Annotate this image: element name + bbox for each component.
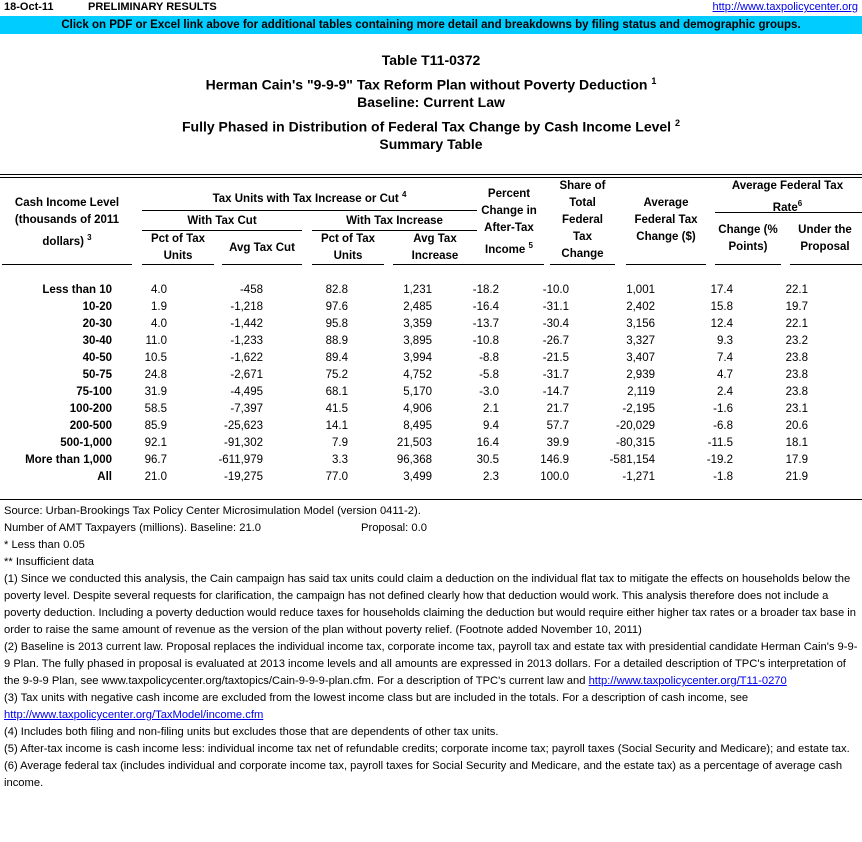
cell-value: -458	[239, 283, 263, 296]
col-group-tax-units: Tax Units with Tax Increase or Cut $^4$	[212, 190, 407, 205]
cell-value: -611,979	[218, 453, 263, 466]
table-row	[0, 468, 808, 485]
cell-value: 3,359	[403, 317, 432, 330]
cell-value: 23.8	[785, 351, 808, 364]
cell-value: 3,994	[403, 351, 432, 364]
table-row	[0, 298, 808, 315]
cell-value: 146.9	[540, 453, 569, 466]
cell-value: 100.0	[540, 470, 569, 483]
tpc-link[interactable]: http://www.taxpolicycenter.org	[712, 1, 858, 13]
table-title: Herman Cain's "9-9-9" Tax Reform Plan without Poverty Deduction $^1$	[205, 76, 657, 93]
notes-section	[4, 503, 858, 792]
cell-value: -4,495	[230, 385, 263, 398]
row-label: 10-20	[82, 300, 112, 313]
cell-value: 41.5	[325, 402, 348, 415]
cell-value: -581,154	[609, 453, 655, 466]
row-label: 500-1,000	[60, 436, 112, 449]
cell-value: 17.9	[785, 453, 808, 466]
cell-value: -2,195	[622, 402, 655, 415]
cell-value: -1.6	[713, 402, 733, 415]
cell-value: 21.0	[144, 470, 167, 483]
row-label: 50-75	[82, 368, 112, 381]
cell-value: 1,001	[626, 283, 655, 296]
footnote-3: (3) Tax units with negative cash income are excluded from the lowest income class but are included in the totals. For a description of cash income, see http://www.taxpolicycenter.org/TaxModel/income.cfm	[4, 692, 749, 721]
cell-value: -91,302	[223, 436, 263, 449]
cell-value: 95.8	[325, 317, 348, 330]
baseline-label: Baseline: Current Law	[357, 94, 505, 110]
cell-value: 21.9	[785, 470, 808, 483]
footer-rule	[0, 499, 862, 500]
col-pct-units-inc: Pct of Tax Units	[320, 233, 376, 262]
cell-value: -7,397	[230, 402, 263, 415]
cell-value: 1.9	[151, 300, 167, 313]
report-date: 18-Oct-11	[4, 1, 54, 13]
cell-value: -1,442	[230, 317, 263, 330]
row-label: 20-30	[82, 317, 112, 330]
cell-value: -19.2	[706, 453, 733, 466]
footnote-6: (6) Average federal tax (includes individual and corporate income tax, payroll taxes for Social Security and Medicare, and the estate tax) as a percentage of average cash income.	[4, 760, 843, 789]
cell-value: 10.5	[144, 351, 167, 364]
table-row	[0, 417, 808, 434]
cell-value: 17.4	[710, 283, 733, 296]
cell-value: 2,939	[626, 368, 655, 381]
cell-value: 2.1	[483, 402, 499, 415]
cell-value: -80,315	[615, 436, 655, 449]
cell-value: 4,752	[403, 368, 432, 381]
col-avg-inc: Avg Tax Increase	[411, 233, 459, 262]
cell-value: -6.8	[713, 419, 733, 432]
cell-value: 88.9	[325, 334, 348, 347]
table-row	[0, 451, 808, 468]
footnote-1: (1) Since we conducted this analysis, the Cain campaign has said tax units could claim a deduction on the individual flat tax to mitigate the effects on households below the poverty level. Despite several requests for clarification, the campaign has not defined clearly how that deduction would work. This analysis therefore does not include a poverty deduction. Including a poverty deduction would reduce taxes for households claiming the deduction but would require either higher tax rates or a broader tax base in order to raise the same amount of revenue as the version of the plan without poverty relief. (Footnote added November 10, 2011)	[4, 573, 857, 636]
cell-value: -30.4	[542, 317, 569, 330]
col-share-total: Share of Total Federal Tax Change	[559, 180, 606, 260]
cell-value: -10.0	[542, 283, 569, 296]
amt-note: Number of AMT Taxpayers (millions). Baseline: 21.0 Proposal: 0.0	[4, 522, 427, 534]
col-income-level: Cash Income Level (thousands of 2011 dollars) $^3$	[14, 197, 120, 248]
table-row	[0, 400, 808, 417]
cell-value: 21.7	[546, 402, 569, 415]
cell-value: 4.7	[717, 368, 733, 381]
cell-value: 68.1	[325, 385, 348, 398]
table-id: Table T11-0372	[381, 52, 481, 68]
cell-value: 3,156	[626, 317, 655, 330]
cell-value: -25,623	[223, 419, 263, 432]
top-bar	[0, 0, 862, 16]
cell-value: -1,233	[230, 334, 263, 347]
table-row	[0, 332, 808, 349]
col-pct-change-after-tax: Percent Change in After-Tax Income $^5$	[481, 188, 537, 256]
cell-value: 77.0	[325, 470, 348, 483]
cell-value: 5,170	[403, 385, 432, 398]
cell-value: -13.7	[472, 317, 499, 330]
cell-value: 1,231	[403, 283, 432, 296]
cell-value: -31.1	[542, 300, 569, 313]
cell-value: 23.1	[785, 402, 808, 415]
less-than-note: * Less than 0.05	[4, 539, 85, 551]
cell-value: 23.8	[785, 368, 808, 381]
cell-value: 4,906	[403, 402, 432, 415]
col-rate-change: Change (% Points)	[718, 224, 778, 253]
cell-value: -10.8	[472, 334, 499, 347]
cell-value: 22.1	[785, 317, 808, 330]
footnote-2: (2) Baseline is 2013 current law. Proposal replaces the individual income tax, corporate income tax, payroll tax and estate tax with presidential candidate Herman Cain's 9-9-9 Plan. The fully phased in proposal is evaluated at 2013 income levels and all amounts are expressed in 2013 dollars. For a detailed description of TPC's interpretation of the 9-9-9 Plan, see www.taxpolicycenter.org/taxtopics/Cain-9-9-9-plan.cfm. For a description of TPC's current law and http://www.taxpolicycenter.org/T11-0270	[4, 641, 858, 687]
cell-value: 21,503	[396, 436, 432, 449]
cell-value: 3,407	[626, 351, 655, 364]
col-rate-under: Under the Proposal	[798, 224, 852, 253]
cell-value: 2,402	[626, 300, 655, 313]
table-row	[0, 281, 808, 298]
col-group-avg-rate: Average Federal Tax Rate$^6$	[731, 180, 844, 214]
cell-value: 2,485	[403, 300, 432, 313]
cell-value: 3.3	[332, 453, 348, 466]
cell-value: 15.8	[710, 300, 733, 313]
cell-value: -3.0	[479, 385, 499, 398]
cell-value: 75.2	[325, 368, 348, 381]
cell-value: -1,622	[230, 351, 263, 364]
cell-value: 58.5	[144, 402, 167, 415]
cell-value: 19.7	[785, 300, 808, 313]
cell-value: 23.8	[785, 385, 808, 398]
table-row	[0, 383, 808, 400]
cell-value: 89.4	[325, 351, 348, 364]
income-cfm-link[interactable]: http://www.taxpolicycenter.org/TaxModel/income.cfm	[4, 709, 264, 721]
row-label: All	[97, 470, 112, 483]
row-label: 200-500	[69, 419, 112, 432]
insufficient-note: ** Insufficient data	[4, 556, 94, 568]
cell-value: -11.5	[707, 436, 733, 449]
cell-value: 85.9	[144, 419, 167, 432]
row-label: More than 1,000	[25, 453, 112, 466]
cell-value: 9.3	[717, 334, 733, 347]
cell-value: 7.9	[332, 436, 348, 449]
status-label: PRELIMINARY RESULTS	[88, 1, 217, 13]
cell-value: 4.0	[151, 317, 167, 330]
cell-value: 3,499	[403, 470, 432, 483]
row-label: 40-50	[82, 351, 112, 364]
table-subtitle: Fully Phased in Distribution of Federal Tax Change by Cash Income Level $^2$	[182, 118, 680, 135]
cell-value: 82.8	[325, 283, 348, 296]
cell-value: 22.1	[785, 283, 808, 296]
cell-value: -20,029	[615, 419, 655, 432]
cell-value: -31.7	[542, 368, 569, 381]
cell-value: -14.7	[542, 385, 569, 398]
cell-value: -19,275	[223, 470, 263, 483]
cell-value: 3,895	[403, 334, 432, 347]
cell-value: 8,495	[403, 419, 432, 432]
cell-value: 3,327	[626, 334, 655, 347]
cell-value: 9.4	[483, 419, 499, 432]
col-group-with-cut: With Tax Cut	[187, 215, 257, 227]
col-group-with-increase: With Tax Increase	[346, 215, 443, 227]
col-avg-cut: Avg Tax Cut	[229, 242, 295, 254]
col-avg-fed-change: Average Federal Tax Change ($)	[634, 197, 698, 243]
cell-value: 24.8	[144, 368, 167, 381]
table-row	[0, 366, 808, 383]
cell-value: -8.8	[479, 351, 499, 364]
cell-value: 97.6	[325, 300, 348, 313]
header-rule	[0, 174, 862, 175]
cell-value: 96.7	[144, 453, 167, 466]
table-row	[0, 434, 808, 451]
t11-0270-link[interactable]: http://www.taxpolicycenter.org/T11-0270	[588, 675, 787, 687]
cell-value: -21.5	[542, 351, 569, 364]
footnote-5: (5) After-tax income is cash income less: individual income tax net of refundable credits; corporate income tax; payroll taxes (Social Security and Medicare); and estate tax.	[4, 743, 850, 755]
cell-value: 31.9	[144, 385, 167, 398]
cell-value: -1,218	[230, 300, 263, 313]
cell-value: 96,368	[396, 453, 432, 466]
table-type: Summary Table	[379, 136, 483, 152]
cell-value: -1.8	[713, 470, 733, 483]
row-label: 75-100	[76, 385, 112, 398]
info-banner: Click on PDF or Excel link above for additional tables containing more detail and breakdowns by filing status and demographic groups.	[0, 16, 862, 34]
cell-value: 2.4	[717, 385, 733, 398]
cell-value: 57.7	[546, 419, 569, 432]
summary-table	[0, 281, 808, 485]
table-row	[0, 315, 808, 332]
table-row	[0, 349, 808, 366]
cell-value: 30.5	[476, 453, 499, 466]
title-block	[0, 50, 862, 155]
row-label: 30-40	[82, 334, 112, 347]
cell-value: 14.1	[325, 419, 348, 432]
cell-value: 39.9	[546, 436, 569, 449]
source-note: Source: Urban-Brookings Tax Policy Center Microsimulation Model (version 0411-2).	[4, 505, 421, 517]
cell-value: -5.8	[479, 368, 499, 381]
row-label: 100-200	[69, 402, 112, 415]
cell-value: -2,671	[230, 368, 263, 381]
cell-value: 12.4	[710, 317, 733, 330]
cell-value: 20.6	[785, 419, 808, 432]
cell-value: 4.0	[151, 283, 167, 296]
cell-value: 7.4	[717, 351, 733, 364]
cell-value: -26.7	[542, 334, 569, 347]
cell-value: -16.4	[472, 300, 499, 313]
cell-value: -18.2	[472, 283, 499, 296]
cell-value: 23.2	[785, 334, 808, 347]
cell-value: 2.3	[483, 470, 499, 483]
cell-value: 16.4	[476, 436, 499, 449]
cell-value: 92.1	[144, 436, 167, 449]
cell-value: 18.1	[785, 436, 808, 449]
col-pct-units-cut: Pct of Tax Units	[150, 233, 206, 262]
row-label: Less than 10	[42, 283, 112, 296]
cell-value: 11.0	[145, 334, 167, 347]
cell-value: -1,271	[622, 470, 655, 483]
cell-value: 2,119	[627, 385, 655, 398]
footnote-4: (4) Includes both filing and non-filing units but excludes those that are dependents of other tax units.	[4, 726, 499, 738]
